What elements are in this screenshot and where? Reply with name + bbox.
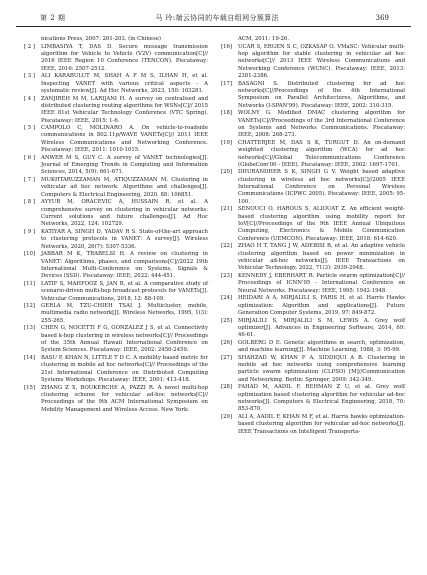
reference-entry xyxy=(24,199,208,228)
reference-entry xyxy=(24,355,208,384)
reference-number: [13] xyxy=(24,325,35,332)
reference-text: WOLNY G. Modified DMAC clustering algorithm for VANETs[C]//Proceedings of the 3rd International Conference on Systems and Networks Communications. Piscataway: IEEE, 2008: 268-273. xyxy=(238,110,405,139)
reference-entry xyxy=(221,169,405,206)
reference-text: ALI A, AADIL F, KHAN M F, et al. Harris hawks optimization-based clustering algorithm for vehicular ad-hoc networks[J]. IEEE Transactions on Intelligent Transporta- xyxy=(238,414,405,435)
reference-entry xyxy=(221,384,405,413)
reference-entry xyxy=(221,110,405,139)
reference-entry xyxy=(221,44,405,81)
reference-number: [26] xyxy=(221,339,232,346)
reference-entry xyxy=(24,44,208,73)
journal-running-title: 马 玲:端云协同的车载自组网分簇算法 xyxy=(155,14,280,22)
reference-entry xyxy=(24,155,208,177)
reference-number: [22] xyxy=(221,243,232,250)
reference-text: ANWER M S, GUY C. A survey of VANET technologies[J]. Journal of Emerging Trends in Computing and Information Sciences, 2014, 5(9): 661-671. xyxy=(41,154,208,176)
reference-text: CAMPOLO C, MOLINARO A. On vehicle-to-roadside communications in 802.11p/WAVE VANETs[C]// 2011 IEEE Wireless Communications and Networking Conference. Piscataway: IEEE, 2011: 1010-1015. xyxy=(41,125,208,154)
reference-text: CHEN G, NOCETTI F G, GONZALEZ J S, et al. Connectivity based k-hop clustering in wireless networks[C]// Proceedings of the 35th Annual Hawaii International Conference on System Sciences. Piscataway: IEEE, 2002: 2450-2459. xyxy=(41,325,208,354)
reference-text: KENNEDY J, EBERHART R. Particle swarm optimization[C]// Proceedings of ICNN'95 - International Conference on Neural Networks. Piscataway: IEEE, 1995: 1942-1948. xyxy=(238,273,405,294)
reference-entry xyxy=(24,229,208,251)
reference-number: [14] xyxy=(24,355,35,362)
reference-text: LIMBASIYA T, DAS D. Secure message transmission algorithm for Vehicle to Vehicle (V2V) communication[C]// 2016 IEEE Region 10 Conference (TENCON). Piscataway: IEEE, 2016: 2507-2512. xyxy=(41,43,208,72)
reference-number: [25] xyxy=(221,317,232,324)
reference-number: [ 6 ] xyxy=(24,154,35,161)
reference-entry xyxy=(221,318,405,340)
reference-number: [21] xyxy=(221,206,232,213)
reference-text: ZHANG Z X, BOUKERCHE A, PAZZI R. A novel multi-hop clustering scheme for vehicular ad-hoc networks[C]// Proceedings of the 9th ACM International Symposium on Mobility Management and Wireless Access. New York: xyxy=(41,384,208,413)
reference-number: [12] xyxy=(24,303,35,310)
issue-label: 第 2 期 xyxy=(40,14,66,22)
reference-continuation xyxy=(24,36,208,43)
reference-text: AYYUB M, ORACEVIC A, HUSSAIN R, et al. A comprehensive survey on clustering in vehicular networks: Current solutions and future challenges[J]. Ad Hoc Networks, 2022, 124: 102729. xyxy=(41,199,208,228)
reference-number: [11] xyxy=(24,280,35,287)
reference-text: CHATTERJEE M, DAS S K, TURGUT D. An on-demand weighted clustering algorithm (WCA) for ad hoc networks[C]//Global Telecommunications Conference (GlobeCom'00 - IEEE). Piscataway: IEEE, 2002: 1697-1701. xyxy=(238,139,405,168)
reference-text: KATIYAR A, SINGH D, YADAV R S. State-of-the-art approach to clustering protocols in VANET: A survey[J]. Wireless Networks, 2020, 26(7): 5307-5336. xyxy=(41,228,208,250)
reference-entry xyxy=(24,73,208,95)
reference-number: [ 9 ] xyxy=(24,228,35,235)
reference-number: [20] xyxy=(221,169,232,176)
reference-entry xyxy=(221,295,405,317)
reference-text: ZANJIREH M M, LARIJANI H. A survey on centralised and distributed clustering routing algorithms for WSNs[C]// 2015 IEEE 81st Vehicular Technology Conference (VTC Spring). Piscataway: IEEE, 2015: 1-6. xyxy=(41,95,208,124)
reference-text: GOLBERG D E. Genetic algorithms in search, optimization, and machine learning[J]. Machine Learning, 1988, 3: 95-99. xyxy=(238,339,405,354)
reference-number: [17] xyxy=(221,80,232,87)
reference-number: [10] xyxy=(24,251,35,258)
reference-text: SENOUCI O, HAROUS S, ALIOUAT Z. An efficient weight-based clustering algorithm using mobility report for IoV[C]//Proceedings of the 9th IEEE Annual Ubiquitous Computing, Electronics & Mobile Communication Conference (UEMCON). Piscataway: IEEE, 2018: 614-620. xyxy=(238,206,405,242)
reference-text: ALI KARABULUT M, SHAH A F M S, ILHAN H, et al. Inspecting VANET with various critical aspects - A systematic review[J]. Ad Hoc Networks, 2023, 150: 103281. xyxy=(41,73,208,94)
reference-entry xyxy=(221,414,405,436)
reference-entry xyxy=(24,251,208,280)
reference-text: SHAHZAD W, KHAN F A, SIDDIQUI A B. Clustering in mobile ad hoc networks using comprehensive learning particle swarm optimization (CLPSO) [M]//Communication and Networking. Berlin: Springer, 2009: 342-349. xyxy=(238,354,405,383)
reference-text: ACM, 2011: 19-26. xyxy=(238,36,290,42)
reference-text: ZHAO H T, TANG J W, ADEBISI B, et al. An adaptive vehicle clustering algorithm based on power minimization in vehicular ad-hoc networks[J]. IEEE Transactions on Vehicular Technology, 2022, 71(3): 2939-2948. xyxy=(238,243,405,272)
reference-text: GERLA M, TZU-CHIEH TSAI J. Multicluster, mobile, multimedia radio network[J]. Wireless Networks, 1995, 1(3): 255-265. xyxy=(41,303,208,324)
reference-entry xyxy=(221,81,405,110)
reference-entry xyxy=(24,303,208,325)
right-column xyxy=(221,36,405,436)
reference-number: [ 8 ] xyxy=(24,199,35,206)
reference-text: UCAR S, ERGEN S C, OZKASAP O. VMaSC: Vehicular multi-hop algorithm for stable clustering in vehicular ad hoc networks[C]// 2013 IEEE Wireless Communications and Networking Conference (WCNC). Piscataway: IEEE, 2013: 2381-2386. xyxy=(238,43,405,79)
reference-number: [23] xyxy=(221,273,232,279)
reference-entry xyxy=(221,340,405,355)
reference-text: MUKHTARUZZAMAN M, ATIQUZZAMAN M. Clustering in vehicular ad hoc network: Algorithms and challenges[J]. Computers & Electrical Engineering, 2020, 88: 106851. xyxy=(41,177,208,198)
reference-text: BASU P, KHAN N, LITTLE T D C. A mobility based metric for clustering in mobile ad hoc networks[C]// Proceedings of the 21st International Conference on Distributed Computing Systems Workshops. Piscataway: IEEE, 2001: 413-418. xyxy=(41,355,208,384)
reference-number: [ 5 ] xyxy=(24,125,35,132)
reference-entry xyxy=(221,206,405,243)
references-body xyxy=(16,36,411,436)
reference-number: [24] xyxy=(221,295,232,302)
reference-text: LATIF S, MAHFOOZ S, JAN B, et al. A comparative study of scenario-driven multi-hop broadcast protocols for VANETs[J]. Vehicular Communications, 2018, 12: 88-109. xyxy=(41,280,208,302)
reference-number: [29] xyxy=(221,414,232,421)
reference-entry xyxy=(221,140,405,169)
reference-text: HEIDARI A A, MIRJALILI S, FARIS H, et al. Harris Hawks optimization: Algorithm and applications[J]. Future Generation Computer Systems, 2019, 97: 849-872. xyxy=(238,295,405,316)
reference-text: FAHAD M, AADIL F, REHMAN Z U, et al. Grey wolf optimization based clustering algorithm for vehicular ad-hoc networks[J]. Computers & Electrical Engineering, 2018, 70: 853-870. xyxy=(238,384,405,413)
reference-entry xyxy=(24,325,208,354)
reference-continuation xyxy=(221,36,405,43)
reference-entry xyxy=(221,273,405,295)
reference-number: [15] xyxy=(24,384,35,391)
reference-number: [ 3 ] xyxy=(24,73,35,80)
reference-text: JABBAR M K, TRABELSI H. A review on clustering in VANET: Algorithms, phases, and comparisons[C]//2022 19th International Multi-Conference on Systems, Signals & Devices (SSD). Piscataway: IEEE, 2022: 444-451. xyxy=(41,251,208,280)
reference-text: BASAGNI S. Distributed clustering for ad hoc networks[C]//Proceedings of the 4th International Symposium on Parallel Architectures, Algorithms, and Networks (I-SPAN'99). Piscataway: IEEE, 2002: 310-315. xyxy=(238,80,405,109)
reference-entry xyxy=(24,96,208,125)
reference-text: MIRJALILI S, MIRJALILI S M, LEWIS A. Grey wolf optimizer[J]. Advances in Engineering Software, 2014, 69: 46-61. xyxy=(238,317,405,339)
reference-number: [ 7 ] xyxy=(24,177,35,184)
reference-number: [27] xyxy=(221,354,232,361)
reference-text: DHURANDHER S K, SINGH G V. Weight based adaptive clustering in wireless ad hoc networks[C]//2005 IEEE International Conference on Personal Wireless Communications (ICPWC 2005). Piscataway: IEEE, 2005: 95-100. xyxy=(238,169,405,205)
reference-number: [18] xyxy=(221,110,232,117)
page-number: 369 xyxy=(375,14,389,22)
reference-text: nications Press, 2007: 201-203. (in Chinese) xyxy=(41,36,161,42)
reference-number: [16] xyxy=(221,43,232,50)
reference-number: [19] xyxy=(221,139,232,146)
reference-number: [ 4 ] xyxy=(24,95,35,102)
running-header xyxy=(16,14,411,27)
reference-entry xyxy=(24,125,208,154)
reference-entry xyxy=(24,385,208,414)
reference-entry xyxy=(221,355,405,384)
left-column xyxy=(24,36,208,436)
reference-entry xyxy=(24,177,208,199)
reference-number: [ 2 ] xyxy=(24,43,35,50)
reference-number: [28] xyxy=(221,384,232,391)
reference-entry xyxy=(24,281,208,303)
reference-entry xyxy=(221,243,405,272)
